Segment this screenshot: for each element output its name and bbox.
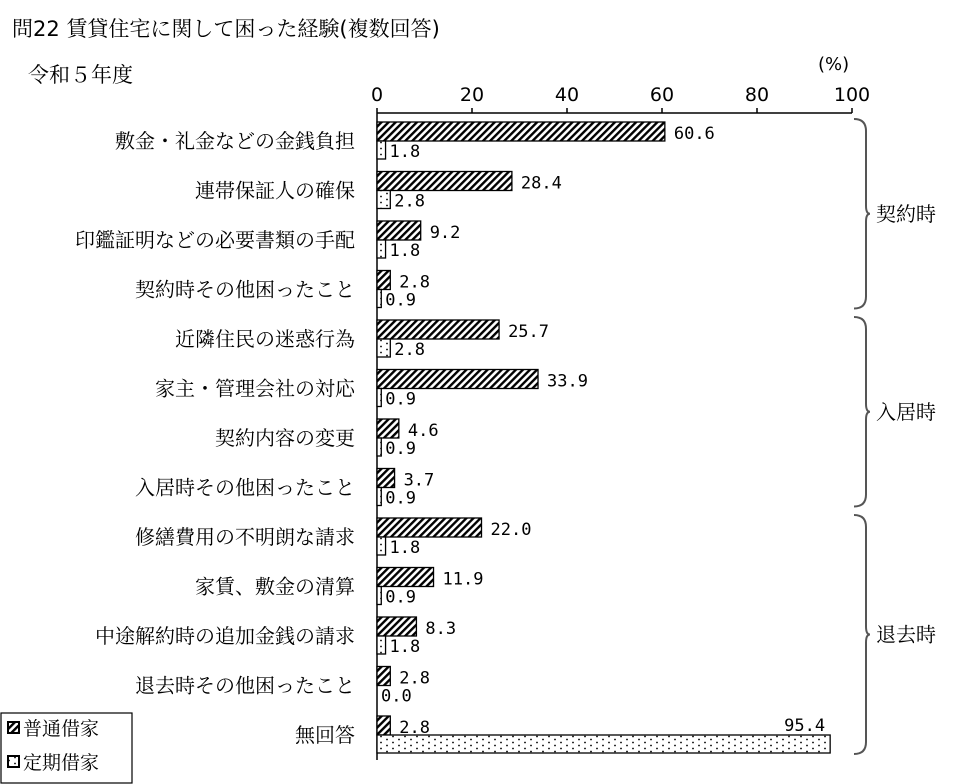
legend-label-teiki: 定期借家 [23, 752, 100, 774]
category-label: 家賃、敷金の清算 [195, 574, 355, 599]
value-label-futsu: 9.2 [429, 223, 461, 243]
category-label: 家主・管理会社の対応 [155, 376, 355, 401]
x-tick-label: 60 [649, 84, 675, 106]
category-label: 中途解約時の追加金銭の請求 [95, 624, 355, 648]
value-label-futsu: 3.7 [403, 470, 435, 491]
x-axis-ticks [371, 84, 870, 113]
value-label-teiki: 1.8 [389, 538, 421, 558]
x-tick-label: 40 [554, 84, 580, 106]
value-label-teiki: 95.4 [784, 716, 826, 736]
legend [1, 713, 132, 783]
bar-futsu [377, 419, 399, 438]
chart-subtitle: 令和５年度 [28, 63, 133, 87]
group-bracket [854, 515, 870, 754]
bar-futsu [377, 320, 499, 339]
category-label: 契約内容の変更 [215, 426, 355, 450]
value-label-futsu: 28.4 [520, 173, 562, 194]
value-label-futsu: 25.7 [508, 322, 550, 342]
bar-teiki [377, 389, 381, 407]
value-label-teiki: 2.8 [394, 340, 426, 360]
legend-swatch-futsu [8, 722, 19, 733]
value-label-teiki: 0.9 [385, 488, 416, 509]
bar-futsu [377, 518, 482, 537]
bar-teiki [377, 587, 381, 605]
value-labels [381, 124, 825, 738]
value-label-futsu: 8.3 [425, 619, 457, 639]
value-label-futsu: 33.9 [547, 371, 588, 392]
bar-futsu [377, 370, 538, 389]
group-bracket [854, 119, 870, 309]
group-label: 入居時 [876, 399, 936, 424]
bar-futsu [377, 469, 395, 488]
category-label: 連帯保証人の確保 [195, 178, 355, 203]
bars [377, 122, 830, 753]
bar-teiki [377, 290, 381, 308]
category-label: 印鑑証明などの必要書類の手配 [75, 228, 355, 252]
bar-teiki [377, 339, 390, 357]
value-label-teiki: 1.8 [389, 637, 421, 657]
value-label-teiki: 0.9 [385, 439, 416, 459]
bar-futsu [377, 667, 390, 686]
x-tick-label: 80 [744, 84, 770, 106]
value-label-futsu: 2.8 [399, 718, 431, 738]
x-tick-label: 20 [459, 84, 485, 106]
chart-title: 問22 賃貸住宅に関して困った経験(複数回答) [12, 17, 440, 41]
bar-teiki [377, 438, 381, 456]
bar-futsu [377, 617, 416, 636]
value-label-teiki: 0.0 [381, 686, 412, 707]
value-label-futsu: 22.0 [490, 520, 532, 540]
bar-teiki [377, 488, 381, 506]
value-label-teiki: 0.9 [385, 587, 416, 608]
group-label: 退去時 [876, 622, 936, 647]
group-brackets [854, 119, 936, 754]
value-label-teiki: 0.9 [385, 389, 416, 410]
bar-futsu [377, 122, 665, 141]
value-label-futsu: 4.6 [407, 421, 439, 441]
x-tick-label: 0 [370, 84, 384, 106]
value-label-teiki: 0.9 [385, 290, 416, 311]
group-label: 契約時 [876, 201, 936, 226]
bar-futsu [377, 221, 421, 240]
legend-swatch-teiki [8, 756, 19, 767]
bar-teiki [377, 141, 386, 159]
category-label: 修繕費用の不明朗な請求 [135, 525, 355, 549]
category-label: 近隣住民の迷惑行為 [175, 327, 355, 351]
bar-teiki [377, 191, 390, 209]
axis-lines [377, 113, 852, 760]
bar-futsu [377, 172, 512, 191]
bar-futsu [377, 271, 390, 290]
bar-futsu [377, 568, 434, 587]
legend-label-futsu: 普通借家 [23, 718, 100, 740]
group-bracket [854, 317, 870, 507]
unit-label: (%) [818, 54, 850, 75]
value-label-futsu: 2.8 [399, 668, 431, 689]
bar-futsu [377, 716, 390, 735]
value-label-teiki: 2.8 [394, 191, 426, 212]
bar-teiki [377, 240, 386, 258]
category-label: 契約時その他困ったこと [135, 277, 355, 302]
value-label-futsu: 11.9 [442, 569, 484, 590]
category-labels [75, 129, 356, 747]
value-label-teiki: 1.8 [389, 241, 421, 261]
bar-teiki [377, 636, 386, 654]
category-label: 退去時その他困ったこと [135, 673, 355, 698]
x-tick-label: 100 [833, 84, 871, 106]
value-label-futsu: 60.6 [673, 124, 715, 144]
bar-teiki [377, 735, 830, 753]
value-label-teiki: 1.8 [389, 142, 421, 162]
category-label: 入居時その他困ったこと [135, 475, 355, 500]
category-label: 敷金・礼金などの金銭負担 [115, 129, 355, 153]
value-label-futsu: 2.8 [399, 272, 431, 293]
category-label: 無回答 [295, 723, 355, 747]
bar-teiki [377, 537, 386, 555]
